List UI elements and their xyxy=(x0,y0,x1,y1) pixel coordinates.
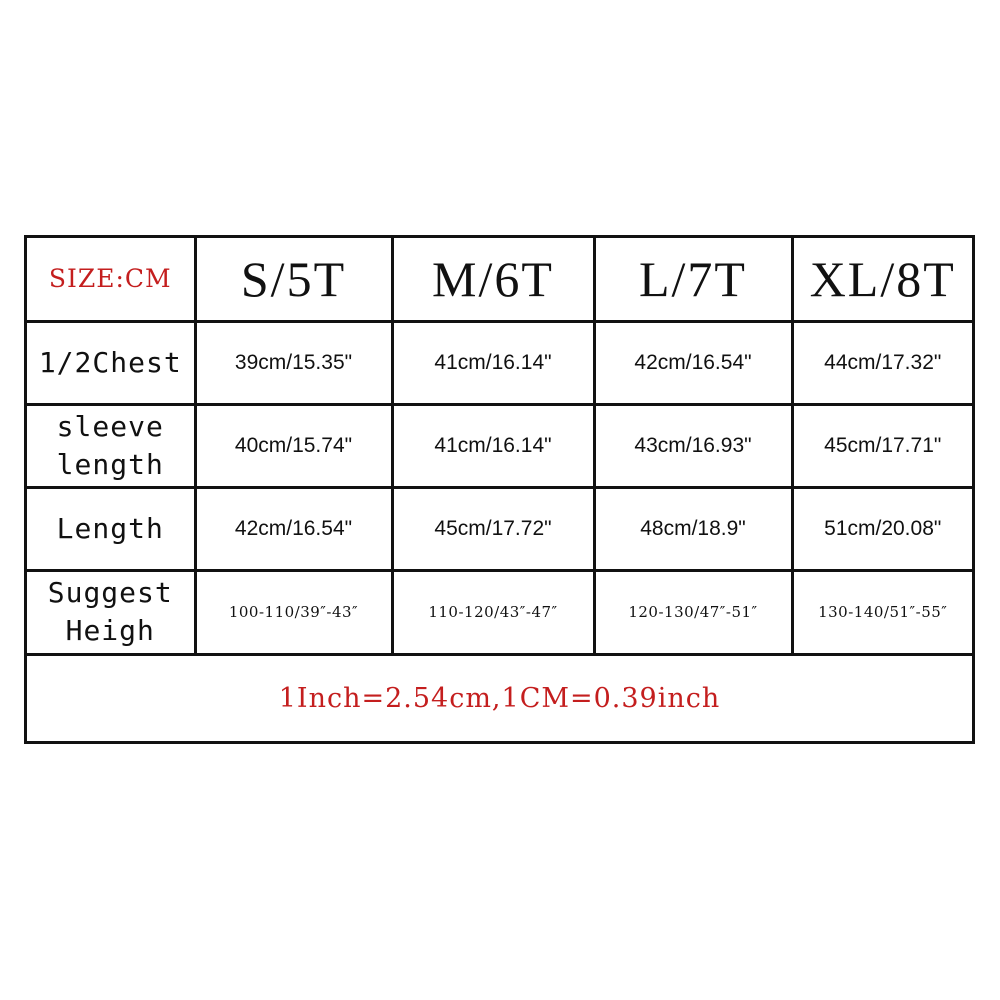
table-cell: 41cm/16.14" xyxy=(392,321,594,404)
size-unit-label: SIZE:CM xyxy=(27,238,195,321)
table-cell: 42cm/16.54" xyxy=(195,487,392,570)
table-cell: 130-140/51″-55″ xyxy=(792,570,972,654)
table-cell: 40cm/15.74" xyxy=(195,404,392,487)
row-label-length xyxy=(27,487,195,570)
size-header-s: S/5T xyxy=(195,238,392,321)
unit-conversion-note: 1Inch=2.54cm,1CM=0.39inch xyxy=(27,654,972,741)
table-row-half-chest xyxy=(27,321,972,404)
table-cell: 51cm/20.08" xyxy=(792,487,972,570)
row-label-line: Heigh xyxy=(65,614,155,647)
table-cell: 42cm/16.54" xyxy=(594,321,792,404)
row-label-sleeve-length xyxy=(27,404,195,487)
table-cell: 41cm/16.14" xyxy=(392,404,594,487)
table-row-length xyxy=(27,487,972,570)
table-row-sleeve-length xyxy=(27,404,972,487)
table-cell: 44cm/17.32" xyxy=(792,321,972,404)
footnote-row xyxy=(27,654,972,741)
header-row xyxy=(27,238,972,321)
row-label-line: length xyxy=(56,447,164,481)
size-table xyxy=(27,238,972,741)
size-header-l: L/7T xyxy=(594,238,792,321)
table-cell: 120-130/47″-51″ xyxy=(594,570,792,654)
row-label-half-chest xyxy=(27,321,195,404)
table-row-suggest-height xyxy=(27,570,972,654)
table-cell: 43cm/16.93" xyxy=(594,404,792,487)
table-cell: 48cm/18.9" xyxy=(594,487,792,570)
table-cell: 110-120/43″-47″ xyxy=(392,570,594,654)
row-label-line: Length xyxy=(56,511,164,545)
row-label-line: sleeve xyxy=(56,409,164,443)
table-cell: 45cm/17.71" xyxy=(792,404,972,487)
size-header-m: M/6T xyxy=(392,238,594,321)
table-cell: 39cm/15.35" xyxy=(195,321,392,404)
size-chart xyxy=(24,235,975,744)
table-cell: 100-110/39″-43″ xyxy=(195,570,392,654)
row-label-line: 1/2Chest xyxy=(38,345,182,379)
size-header-xl: XL/8T xyxy=(792,238,972,321)
row-label-suggest-height xyxy=(27,570,195,654)
row-label-line: Suggest xyxy=(47,576,173,609)
table-cell: 45cm/17.72" xyxy=(392,487,594,570)
